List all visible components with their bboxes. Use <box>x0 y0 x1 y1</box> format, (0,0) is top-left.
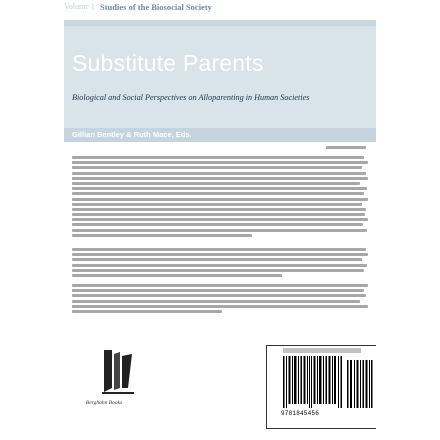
blurb-paragraph-2 <box>72 248 370 279</box>
blurb-paragraph-1 <box>72 156 370 239</box>
volume-label: Volume 1 <box>64 2 95 11</box>
barcode-icon <box>283 356 343 408</box>
book-back-cover <box>64 0 376 440</box>
title-band <box>64 20 376 140</box>
series-strip <box>64 0 376 20</box>
publisher-name: Berghahn Books <box>85 400 123 406</box>
blurb-header-text <box>326 146 366 151</box>
band-accent <box>64 20 376 26</box>
barcode-number: 9781845456 <box>281 410 320 417</box>
barcode-addon-icon <box>347 360 373 408</box>
isbn-label <box>283 348 361 353</box>
barcode-box <box>266 345 376 429</box>
publisher-logo-icon <box>98 348 138 396</box>
series-title: Studies of the Biosocial Society <box>100 2 212 12</box>
book-title: Substitute Parents <box>72 50 264 76</box>
blurb-paragraph-3 <box>72 284 370 315</box>
book-subtitle: Biological and Social Perspectives on Alloparenting in Human Societies <box>72 93 310 102</box>
editors-bar <box>64 128 376 142</box>
editors-names: Gillian Bentley & Ruth Mace, Eds. <box>72 130 192 139</box>
